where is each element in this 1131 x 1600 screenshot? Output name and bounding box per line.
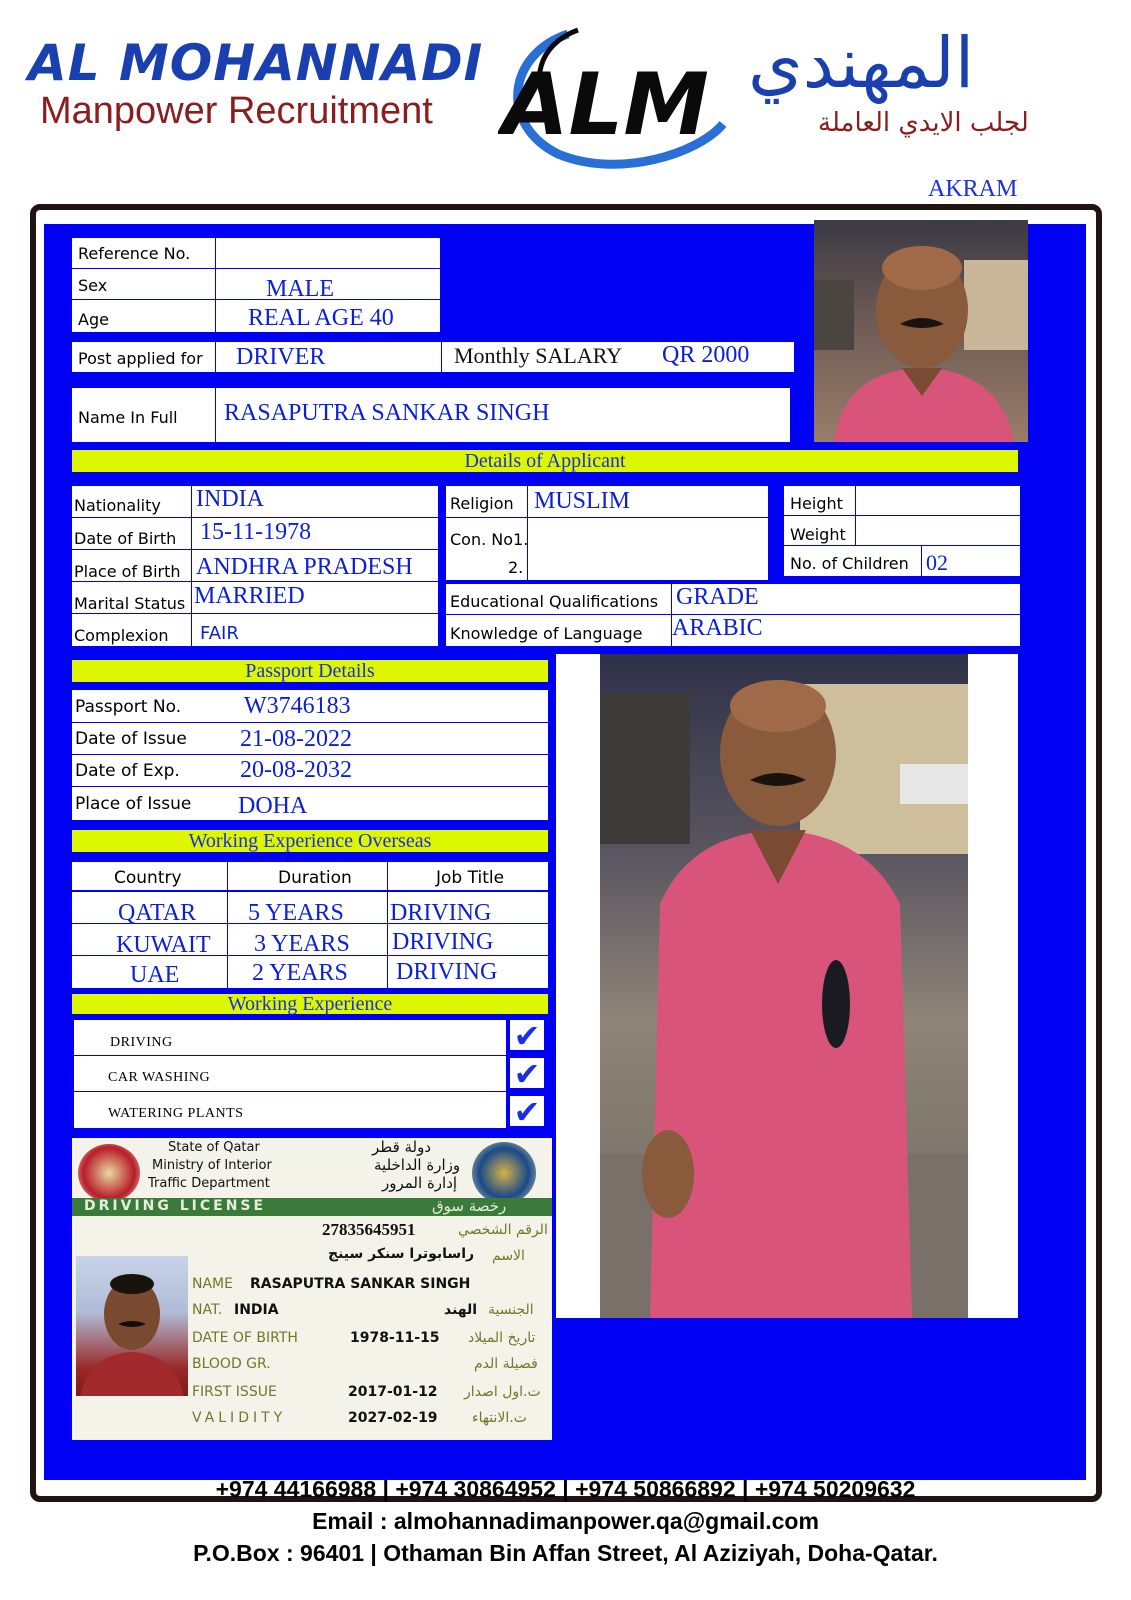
overseas-row-1-duration: 5 YEARS bbox=[248, 900, 344, 926]
license-nat-label-ar: الجنسية bbox=[488, 1302, 534, 1318]
religion-contact-box bbox=[446, 486, 768, 580]
license-name-ar: راسابوترا سنكر سينج bbox=[328, 1246, 475, 1262]
checkbox-car-washing[interactable]: ✔ bbox=[508, 1056, 546, 1090]
license-blood-key: BLOOD GR. bbox=[192, 1356, 271, 1372]
experience-list bbox=[74, 1020, 506, 1128]
experience-item-driving: DRIVING bbox=[110, 1035, 173, 1050]
overseas-row-3-country: UAE bbox=[130, 962, 180, 988]
passport-issue-label: Date of Issue bbox=[75, 729, 187, 749]
sex-label: Sex bbox=[78, 276, 108, 295]
license-validity-value: 2027-02-19 bbox=[348, 1410, 438, 1426]
qatar-emblem-icon bbox=[78, 1144, 140, 1202]
license-nat-key: NAT. bbox=[192, 1302, 223, 1318]
passport-section-title: Passport Details bbox=[72, 660, 548, 682]
language-label: Knowledge of Language bbox=[450, 624, 643, 643]
pob-label: Place of Birth bbox=[74, 562, 181, 581]
passport-issue-value: 21-08-2022 bbox=[240, 726, 352, 752]
post-value: DRIVER bbox=[236, 344, 326, 370]
name-value: RASAPUTRA SANKAR SINGH bbox=[224, 400, 550, 426]
driving-license-card bbox=[72, 1138, 552, 1440]
age-value: REAL AGE 40 bbox=[248, 305, 394, 331]
applicant-portrait-photo bbox=[814, 220, 1028, 442]
license-name-key: NAME bbox=[192, 1276, 233, 1292]
company-tagline-ar: لجلب الايدي العاملة bbox=[818, 108, 1029, 138]
passport-expiry-label: Date of Exp. bbox=[75, 761, 180, 781]
education-value: GRADE bbox=[676, 584, 759, 610]
passport-box bbox=[72, 690, 548, 820]
salary-value: QR 2000 bbox=[662, 342, 750, 368]
education-language-box bbox=[446, 584, 1020, 646]
children-label: No. of Children bbox=[790, 554, 909, 573]
license-blood-label-ar: فصيلة الدم bbox=[474, 1356, 538, 1372]
agent-name: AKRAM bbox=[928, 176, 1018, 202]
license-dob-label-ar: تاريخ الميلاد bbox=[468, 1330, 536, 1346]
passport-number-value: W3746183 bbox=[244, 693, 351, 719]
applicant-full-photo bbox=[600, 654, 968, 1318]
gcc-emblem-icon bbox=[472, 1142, 536, 1204]
license-state-ar: دولة قطر bbox=[372, 1138, 432, 1156]
checkbox-driving[interactable]: ✔ bbox=[508, 1018, 546, 1052]
license-first-key: FIRST ISSUE bbox=[192, 1384, 277, 1400]
overseas-row-1-country: QATAR bbox=[118, 900, 197, 926]
license-dob-value: 1978-11-15 bbox=[350, 1330, 440, 1346]
overseas-row-2-job: DRIVING bbox=[392, 929, 494, 955]
footer-email: Email : almohannadimanpower.qa@gmail.com bbox=[312, 1508, 819, 1534]
weight-label: Weight bbox=[790, 525, 846, 544]
experience-item-car-washing: CAR WASHING bbox=[108, 1070, 211, 1085]
pob-value: ANDHRA PRADESH bbox=[196, 554, 413, 580]
contact2-label: 2. bbox=[508, 558, 524, 577]
alm-logo-text: ALM bbox=[502, 55, 709, 155]
license-name-value: RASAPUTRA SANKAR SINGH bbox=[250, 1276, 471, 1292]
age-label: Age bbox=[78, 310, 109, 329]
license-dob-key: DATE OF BIRTH bbox=[192, 1330, 298, 1346]
passport-place-value: DOHA bbox=[238, 793, 308, 819]
marital-value: MARRIED bbox=[194, 583, 305, 609]
complexion-value: FAIR bbox=[200, 623, 239, 644]
license-id-number: 27835645951 bbox=[322, 1220, 416, 1239]
children-value: 02 bbox=[926, 550, 948, 575]
name-box bbox=[72, 388, 790, 442]
company-tagline-en: Manpower Recruitment bbox=[40, 90, 433, 132]
overseas-table bbox=[72, 862, 548, 988]
religion-label: Religion bbox=[450, 494, 514, 513]
physical-box bbox=[784, 486, 1020, 576]
license-first-value: 2017-01-12 bbox=[348, 1384, 438, 1400]
license-validity-key: VALIDITY bbox=[192, 1410, 287, 1426]
overseas-row-1-job: DRIVING bbox=[390, 900, 492, 926]
dob-label: Date of Birth bbox=[74, 529, 177, 548]
religion-value: MUSLIM bbox=[534, 488, 631, 514]
checkbox-watering-plants[interactable]: ✔ bbox=[508, 1094, 546, 1128]
experience-section-title: Working Experience bbox=[72, 994, 548, 1014]
license-ministry-en: Ministry of Interior bbox=[152, 1158, 272, 1173]
overseas-header-country: Country bbox=[114, 868, 182, 888]
post-label: Post applied for bbox=[78, 349, 203, 368]
nationality-label: Nationality bbox=[74, 496, 161, 515]
overseas-row-2-country: KUWAIT bbox=[116, 932, 211, 958]
post-box bbox=[72, 342, 794, 372]
footer-address: P.O.Box : 96401 | Othaman Bin Affan Street, Al Aziziyah, Doha-Qatar. bbox=[193, 1540, 938, 1566]
dob-value: 15-11-1978 bbox=[200, 519, 312, 545]
company-name-ar: المهندي bbox=[748, 22, 975, 104]
license-dept-en: Traffic Department bbox=[148, 1176, 270, 1191]
license-dept-ar: إدارة المرور bbox=[382, 1174, 458, 1192]
salary-label: Monthly SALARY bbox=[454, 343, 623, 368]
language-value: ARABIC bbox=[672, 615, 763, 641]
overseas-row-3-duration: 2 YEARS bbox=[252, 960, 348, 986]
overseas-row-3-job: DRIVING bbox=[396, 959, 498, 985]
passport-number-label: Passport No. bbox=[75, 697, 182, 717]
passport-expiry-value: 20-08-2032 bbox=[240, 757, 352, 783]
details-section-title: Details of Applicant bbox=[72, 450, 1018, 472]
sex-value: MALE bbox=[266, 276, 334, 302]
complexion-label: Complexion bbox=[74, 626, 169, 645]
passport-place-label: Place of Issue bbox=[75, 794, 192, 814]
license-id-label-ar: الرقم الشخصي bbox=[458, 1222, 548, 1238]
license-title-ar: رخصة سوق bbox=[432, 1197, 507, 1215]
marital-label: Marital Status bbox=[74, 594, 186, 613]
company-name-en: AL MOHANNADI bbox=[28, 34, 484, 92]
license-title-en: DRIVING LICENSE bbox=[84, 1198, 267, 1214]
overseas-row-2-duration: 3 YEARS bbox=[254, 931, 350, 957]
identity-box bbox=[72, 238, 440, 332]
overseas-header-duration: Duration bbox=[278, 868, 352, 888]
education-label: Educational Qualifications bbox=[450, 592, 659, 611]
nationality-value: INDIA bbox=[196, 486, 264, 512]
overseas-section-title: Working Experience Overseas bbox=[72, 830, 548, 852]
license-nat-value: INDIA bbox=[234, 1302, 279, 1318]
license-validity-label-ar: ت.الانتهاء bbox=[472, 1410, 527, 1426]
experience-item-watering-plants: WATERING PLANTS bbox=[108, 1106, 244, 1121]
license-name-label-ar: الاسم bbox=[492, 1248, 525, 1264]
license-first-label-ar: ت.اول اصدار bbox=[464, 1384, 541, 1400]
license-photo bbox=[76, 1256, 188, 1396]
license-nat-value-ar: الهند bbox=[444, 1302, 478, 1318]
height-label: Height bbox=[790, 494, 843, 513]
footer-phones: +974 44166988 | +974 30864952 | +974 50866892 | +974 50209632 bbox=[215, 1476, 916, 1502]
name-label: Name In Full bbox=[78, 408, 178, 427]
personal-details-box bbox=[72, 486, 438, 646]
alm-logo bbox=[498, 24, 728, 174]
contact1-label: Con. No1. bbox=[450, 530, 529, 549]
reference-label: Reference No. bbox=[78, 244, 191, 263]
overseas-header-job: Job Title bbox=[436, 868, 505, 888]
license-state-en: State of Qatar bbox=[168, 1140, 260, 1155]
license-ministry-ar: وزارة الداخلية bbox=[374, 1156, 461, 1174]
